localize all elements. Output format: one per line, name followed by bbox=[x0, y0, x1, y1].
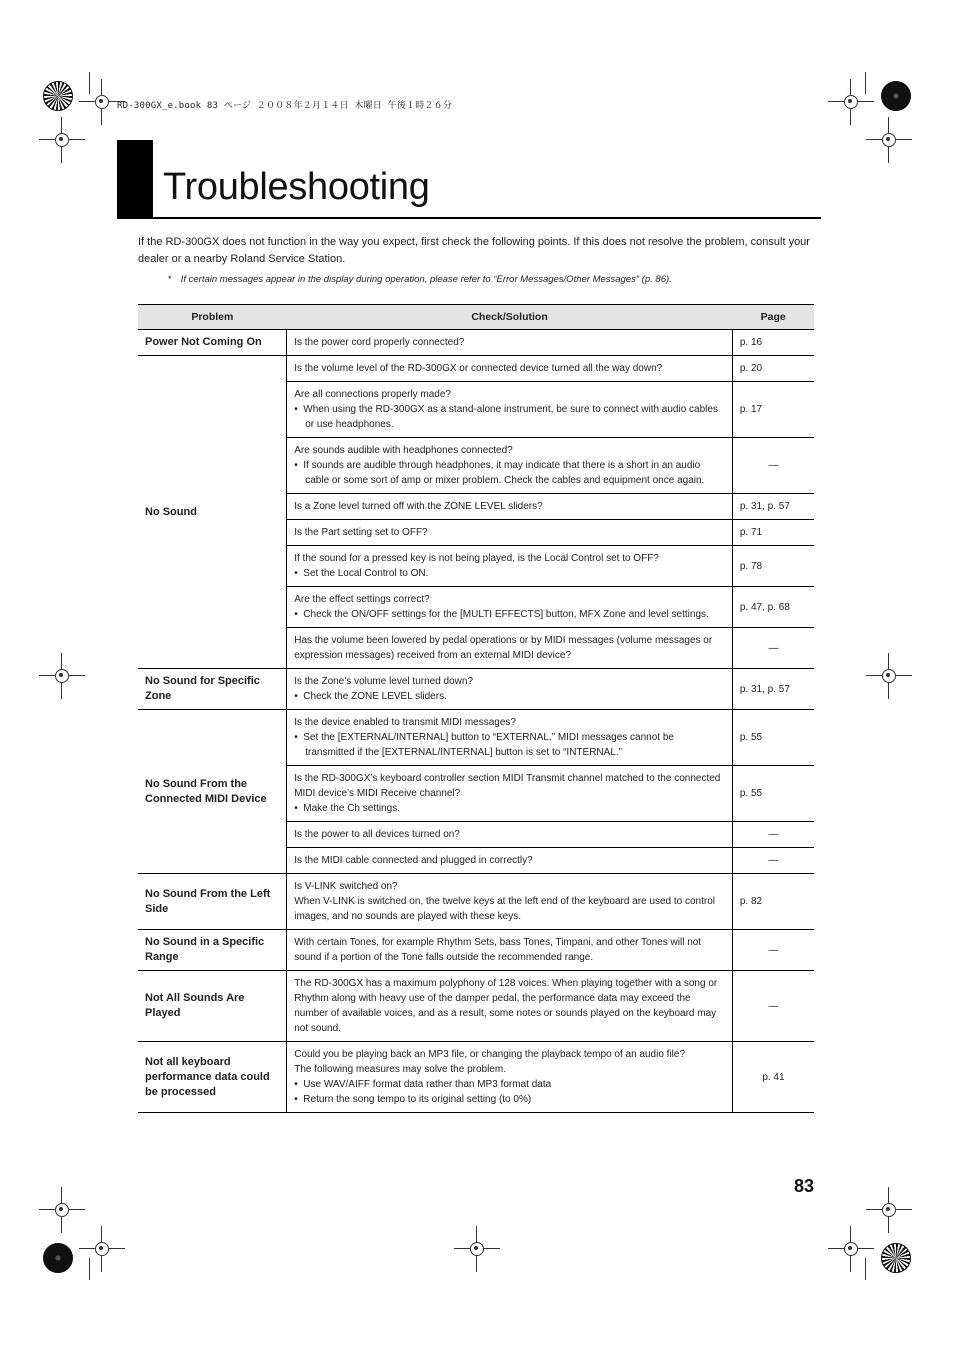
table-row bbox=[138, 874, 814, 930]
check-question: Are the effect settings correct? bbox=[294, 594, 430, 605]
check-question: Is the Part setting set to OFF? bbox=[294, 527, 428, 538]
crosshair-mark bbox=[79, 1226, 125, 1272]
page-cell: — bbox=[732, 822, 814, 848]
trim-mark bbox=[89, 1258, 90, 1280]
table-row bbox=[138, 330, 814, 356]
table-header-row bbox=[138, 305, 814, 330]
crosshair-mark bbox=[39, 653, 85, 699]
check-question: Is V-LINK switched on? bbox=[294, 881, 398, 892]
problem-cell: No Sound bbox=[138, 356, 287, 669]
check-bullet: • Check the ON/OFF settings for the [MULTI EFFECTS] button, MFX Zone and level settings. bbox=[294, 609, 709, 620]
page-cell: — bbox=[732, 438, 814, 494]
page-cell: p. 71 bbox=[732, 520, 814, 546]
check-cell bbox=[287, 546, 733, 587]
intro-paragraph: If the RD-300GX does not function in the way you expect, first check the following points. If this does not resolve the problem, consult your dealer or a nearby Roland Service Station. bbox=[138, 236, 810, 265]
check-cell bbox=[287, 848, 733, 874]
note-mark: * bbox=[168, 274, 172, 285]
crosshair-mark bbox=[866, 653, 912, 699]
problem-cell: Not all keyboard performance data could be processed bbox=[138, 1042, 287, 1113]
check-cell bbox=[287, 587, 733, 628]
table-row bbox=[138, 1042, 814, 1113]
problem-cell: No Sound in a Specific Range bbox=[138, 930, 287, 971]
check-bullet: • Set the Local Control to ON. bbox=[294, 568, 429, 579]
registration-wheel-bottom-left bbox=[43, 1243, 73, 1273]
check-question: Is the MIDI cable connected and plugged in correctly? bbox=[294, 855, 533, 866]
check-cell bbox=[287, 520, 733, 546]
page-cell: p. 82 bbox=[732, 874, 814, 930]
check-cell bbox=[287, 971, 733, 1042]
page-cell: p. 17 bbox=[732, 382, 814, 438]
page-cell: p. 41 bbox=[732, 1042, 814, 1113]
file-header: RD-300GX_e.book 83 ページ ２００８年２月１４日 木曜日 午後１時２６分 bbox=[117, 101, 453, 111]
check-question: With certain Tones, for example Rhythm Sets, bass Tones, Timpani, and other Tones will not sound if a portion of the Tone falls outside the recommended range. bbox=[294, 937, 702, 963]
problem-cell: Not All Sounds Are Played bbox=[138, 971, 287, 1042]
check-cell bbox=[287, 766, 733, 822]
header-page: Page bbox=[732, 305, 814, 330]
check-cell bbox=[287, 356, 733, 382]
page-cell: — bbox=[732, 628, 814, 669]
table-row bbox=[138, 710, 814, 766]
check-detail: The following measures may solve the problem. bbox=[294, 1064, 506, 1075]
check-bullet: • If sounds are audible through headphones, it may indicate that there is a short in an audio cable or some sort of amp or mixer problem. Check the cables and equipment once again. bbox=[294, 460, 705, 486]
registration-wheel-top-right bbox=[881, 81, 911, 111]
check-cell bbox=[287, 710, 733, 766]
problem-cell: Power Not Coming On bbox=[138, 330, 287, 356]
page-cell: p. 78 bbox=[732, 546, 814, 587]
page-cell: — bbox=[732, 971, 814, 1042]
check-bullet: • Return the song tempo to its original setting (to 0%) bbox=[294, 1094, 532, 1105]
page-cell: p. 55 bbox=[732, 710, 814, 766]
title-rule bbox=[117, 217, 821, 219]
check-question: Is the power to all devices turned on? bbox=[294, 829, 460, 840]
check-question: If the sound for a pressed key is not being played, is the Local Control set to OFF? bbox=[294, 553, 659, 564]
check-cell bbox=[287, 494, 733, 520]
table-row bbox=[138, 669, 814, 710]
check-question: Is the RD-300GX’s keyboard controller section MIDI Transmit channel matched to the connected MIDI device’s MIDI Receive channel? bbox=[294, 773, 721, 799]
crosshair-mark bbox=[454, 1226, 500, 1272]
header-problem: Problem bbox=[138, 305, 287, 330]
check-bullet: • Use WAV/AIFF format data rather than MP3 format data bbox=[294, 1079, 552, 1090]
page-title: Troubleshooting bbox=[163, 166, 430, 208]
trim-mark bbox=[89, 72, 90, 94]
check-question: Is the Zone’s volume level turned down? bbox=[294, 676, 474, 687]
page-number: 83 bbox=[793, 1176, 814, 1196]
check-cell bbox=[287, 669, 733, 710]
table-row bbox=[138, 971, 814, 1042]
check-bullet: • Make the Ch settings. bbox=[294, 803, 400, 814]
check-question: The RD-300GX has a maximum polyphony of 128 voices. When playing together with a song or Rhythm along with heavy use of the damper pedal, the performance data may exceed the number of available voices, and as a result, some notes or sounds played on the keyboard may not sound. bbox=[294, 978, 718, 1034]
note bbox=[168, 274, 808, 285]
page-cell: p. 31, p. 57 bbox=[732, 494, 814, 520]
check-question: Is a Zone level turned off with the ZONE LEVEL sliders? bbox=[294, 501, 543, 512]
table-row bbox=[138, 356, 814, 382]
crosshair-mark bbox=[39, 117, 85, 163]
registration-wheel-bottom-right bbox=[881, 1243, 911, 1273]
troubleshooting-table bbox=[138, 304, 814, 1113]
check-question: Are all connections properly made? bbox=[294, 389, 451, 400]
check-question: Could you be playing back an MP3 file, or changing the playback tempo of an audio file? bbox=[294, 1049, 686, 1060]
problem-cell: No Sound From the Left Side bbox=[138, 874, 287, 930]
table-row bbox=[138, 930, 814, 971]
check-bullet: • Set the [EXTERNAL/INTERNAL] button to “EXTERNAL.” MIDI messages cannot be transmitted if the [EXTERNAL/INTERNAL] button is set to “INTERNAL.” bbox=[294, 732, 674, 758]
check-cell bbox=[287, 930, 733, 971]
problem-cell: No Sound for Specific Zone bbox=[138, 669, 287, 710]
trim-mark bbox=[865, 72, 866, 94]
check-question: Are sounds audible with headphones connected? bbox=[294, 445, 513, 456]
check-cell bbox=[287, 874, 733, 930]
check-cell bbox=[287, 330, 733, 356]
check-cell bbox=[287, 382, 733, 438]
page-cell: — bbox=[732, 848, 814, 874]
page-cell: p. 16 bbox=[732, 330, 814, 356]
registration-wheel-top-left bbox=[43, 81, 73, 111]
check-cell bbox=[287, 1042, 733, 1113]
title-block bbox=[117, 140, 153, 219]
problem-cell: No Sound From the Connected MIDI Device bbox=[138, 710, 287, 874]
check-question: Is the device enabled to transmit MIDI messages? bbox=[294, 717, 516, 728]
page-cell: p. 20 bbox=[732, 356, 814, 382]
check-bullet: • Check the ZONE LEVEL sliders. bbox=[294, 691, 447, 702]
check-bullet: • When using the RD-300GX as a stand-alone instrument, be sure to connect with audio cables or use headphones. bbox=[294, 404, 718, 430]
check-question: Is the volume level of the RD-300GX or connected device turned all the way down? bbox=[294, 363, 663, 374]
check-cell bbox=[287, 822, 733, 848]
check-cell bbox=[287, 628, 733, 669]
crosshair-mark bbox=[828, 1226, 874, 1272]
check-cell bbox=[287, 438, 733, 494]
trim-mark bbox=[865, 1258, 866, 1280]
page-cell: p. 55 bbox=[732, 766, 814, 822]
header-check-solution: Check/Solution bbox=[287, 305, 733, 330]
page-cell: — bbox=[732, 930, 814, 971]
check-question: Has the volume been lowered by pedal operations or by MIDI messages (volume messages or expression messages) received from an external MIDI device? bbox=[294, 635, 713, 661]
check-question: Is the power cord properly connected? bbox=[294, 337, 465, 348]
note-text: If certain messages appear in the display during operation, please refer to “Error Messages/Other Messages” (p. 86). bbox=[180, 274, 672, 285]
page-cell: p. 47, p. 68 bbox=[732, 587, 814, 628]
crosshair-mark bbox=[866, 117, 912, 163]
check-detail: When V-LINK is switched on, the twelve keys at the left end of the keyboard are used to control images, and no sounds are played with these keys. bbox=[294, 896, 716, 922]
page-cell: p. 31, p. 57 bbox=[732, 669, 814, 710]
